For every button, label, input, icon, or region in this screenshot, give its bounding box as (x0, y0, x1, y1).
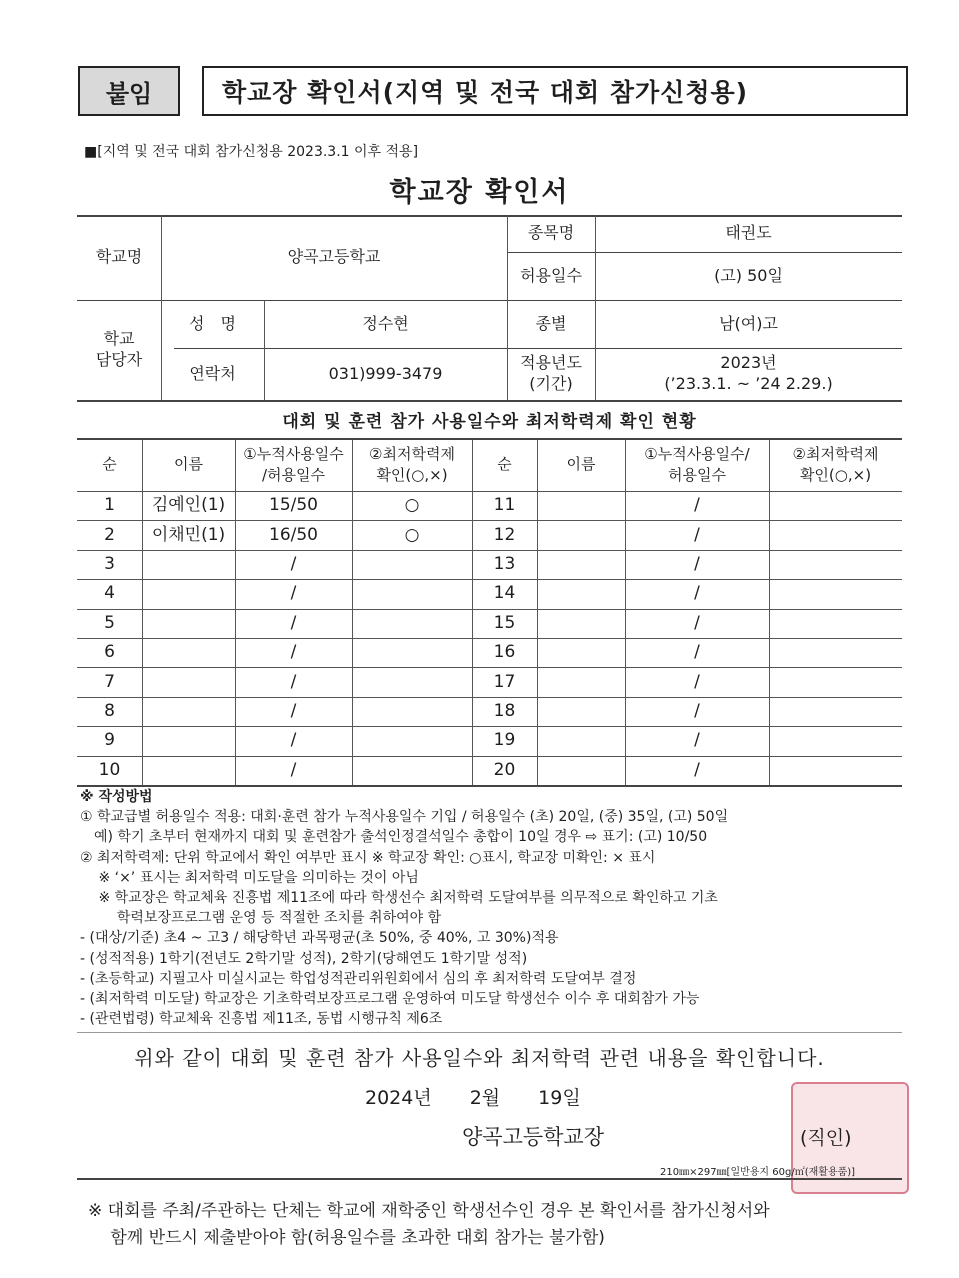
period-range: (’23.3.1. ~ ’24 2.29.) (664, 374, 833, 393)
table-cell-days (235, 726, 352, 755)
cell-text: 14 (493, 583, 516, 604)
cell-text: / (290, 671, 297, 692)
header-days-line1: ①누적사용일수 (243, 445, 344, 464)
cell-text: / (694, 583, 700, 604)
table-cell-days (235, 609, 352, 638)
header-grade-line1: ②최저학력제 (369, 445, 455, 464)
instruction-line: ※ ‘×’ 표시는 최저학력 미도달을 의미하는 것이 아님 (80, 869, 419, 886)
table-cell-no (77, 638, 142, 667)
header-grade (352, 438, 472, 491)
instruction-line: - (최저학력 미도달) 학교장은 기초학력보장프로그램 운영하여 미도달 학생선수 이수 후 대회참가 가능 (80, 991, 700, 1007)
table-cell-days (235, 697, 352, 726)
header-days-right (625, 438, 769, 491)
header-days-line2: /허용일수 (261, 465, 325, 484)
sport-label: 종목명 (527, 223, 575, 243)
header-title: 학교장 확인서(지역 및 전국 대회 참가신청용) (202, 66, 908, 116)
header-no-text: 순 (102, 455, 117, 474)
cell-text: 5 (104, 612, 115, 633)
cell-text: 6 (104, 642, 115, 663)
instruction-line: ※ 작성방법 (80, 789, 153, 805)
allowed-days-label: 허용일수 (520, 265, 582, 285)
table-cell-name2 (537, 697, 625, 726)
table-cell-days2 (625, 756, 769, 785)
roster-table (77, 438, 902, 785)
confirmation-statement: 위와 같이 대회 및 훈련 참가 사용일수와 최저학력 관련 내용을 확인합니다. (134, 1046, 825, 1070)
instruction-line: 학력보장프로그램 운영 등 적절한 조치를 취하여야 함 (80, 910, 442, 927)
staff-name-value: 정수현 (362, 313, 409, 333)
cell-text: 10 (98, 759, 121, 780)
table-cell-no2 (472, 579, 537, 608)
table-cell-check (352, 667, 472, 696)
cell-text: 16 (493, 642, 516, 663)
cell-text: / (694, 759, 700, 780)
period-label (507, 348, 595, 400)
applicability-note: ■[지역 및 전국 대회 참가신청용 2023.3.1 이후 적용] (84, 144, 419, 160)
principal-name: 양곡고등학교장 (462, 1125, 605, 1149)
cell-text: 8 (104, 701, 115, 722)
row-divider (77, 785, 902, 787)
table-cell-days2 (625, 550, 769, 579)
table-cell-days (235, 756, 352, 785)
table-cell-days2 (625, 667, 769, 696)
cell-text: 9 (104, 730, 115, 751)
cell-text: 11 (493, 495, 516, 516)
instruction-line: ② 최저학력제: 단위 학교에서 확인 여부만 표시 ※ 학교장 확인: ○표시, 학교장 미확인: × 표시 (80, 849, 656, 866)
table-cell-days2 (625, 579, 769, 608)
cell-text: / (290, 701, 297, 722)
document-title: 학교장 확인서 (389, 177, 570, 208)
cell-text: 15/50 (269, 495, 318, 516)
table-cell-no (77, 520, 142, 549)
cell-text: 2 (104, 524, 115, 545)
table-cell-name (142, 609, 235, 638)
cell-text: / (290, 554, 297, 575)
table-cell-days (235, 491, 352, 520)
seal-label: (직인) (800, 1127, 852, 1149)
table-cell-name (142, 638, 235, 667)
table-cell-no (77, 756, 142, 785)
table-cell-name (142, 667, 235, 696)
header-name-right-text: 이름 (566, 455, 596, 474)
table-cell-name (142, 491, 235, 520)
allowed-days-value: (고) 50일 (714, 265, 783, 285)
cell-text: 이채민(1) (151, 524, 226, 545)
cell-text: 7 (104, 671, 115, 692)
table-cell-days2 (625, 638, 769, 667)
cell-text: 16/50 (269, 524, 318, 545)
cell-text: 1 (104, 495, 115, 516)
table-cell-check (352, 550, 472, 579)
paper-spec: 210㎜×297㎜[일반용지 60g/㎡(재활용품)] (660, 1167, 856, 1178)
header-days-right-line1: ①누적사용일수/ (644, 445, 750, 464)
table-cell-name (142, 697, 235, 726)
table-cell-days (235, 638, 352, 667)
table-cell-name (142, 756, 235, 785)
instruction-line: ① 학교급별 허용일수 적용: 대회·훈련 참가 누적사용일수 기입 / 허용일수 (초) 20일, (중) 35일, (고) 50일 (80, 809, 729, 826)
table-cell-days2 (625, 491, 769, 520)
cell-text: 13 (493, 554, 516, 575)
cell-text: / (694, 671, 700, 692)
cell-text: 3 (104, 554, 115, 575)
instruction-line: - (관련법령) 학교체육 진흥법 제11조, 동법 시행규칙 제6조 (80, 1011, 443, 1028)
cell-text: / (694, 730, 700, 751)
table-cell-name2 (537, 609, 625, 638)
table-cell-check (352, 697, 472, 726)
header-name (142, 438, 235, 491)
table-cell-check2 (769, 579, 902, 608)
table-cell-check2 (769, 756, 902, 785)
table-cell-days (235, 667, 352, 696)
table-cell-days2 (625, 697, 769, 726)
table-cell-name2 (537, 550, 625, 579)
table-cell-check2 (769, 491, 902, 520)
table-cell-name2 (537, 491, 625, 520)
instruction-line: - (초등학교) 지필고사 미실시교는 학업성적관리위원회에서 심의 후 최저학력 도달여부 결정 (80, 970, 637, 987)
table-cell-name (142, 550, 235, 579)
cell-text: / (694, 612, 700, 633)
table-cell-check2 (769, 667, 902, 696)
table-cell-check (352, 609, 472, 638)
cell-text: / (290, 759, 297, 780)
sport-value: 태권도 (725, 223, 772, 243)
header-days-right-line2: 허용일수 (668, 465, 726, 484)
cell-text: 15 (493, 612, 516, 633)
period-label-line2: (기간) (529, 374, 573, 393)
table-cell-no (77, 579, 142, 608)
section-title: 대회 및 훈련 참가 사용일수와 최저학력제 확인 현황 (282, 412, 697, 432)
instruction-line: 예) 학기 초부터 현재까지 대회 및 훈련참가 출석인정결석일수 총합이 10일 경우 ⇨ 표기: (고) 10/50 (80, 829, 708, 846)
table-cell-check (352, 726, 472, 755)
gender-label: 종별 (535, 313, 567, 333)
period-label-line1: 적용년도 (520, 353, 582, 373)
table-cell-check2 (769, 638, 902, 667)
school-info-table (77, 215, 902, 401)
cell-text: 4 (104, 583, 115, 604)
cell-text: ○ (404, 524, 420, 545)
footer-line: 함께 반드시 제출받아야 함(허용일수를 초과한 대회 참가는 불가함) (88, 1228, 605, 1248)
header-no-right-text: 순 (497, 455, 512, 474)
header-no-right (472, 438, 537, 491)
table-cell-name (142, 520, 235, 549)
footer-line: ※ 대회를 주최/주관하는 단체는 학교에 재학중인 학생선수인 경우 본 확인서를 참가신청서와 (88, 1201, 770, 1221)
table-cell-name (142, 579, 235, 608)
header-grade-line2: 확인(○,×) (376, 465, 448, 484)
cell-text: 20 (493, 759, 516, 780)
table-cell-check2 (769, 609, 902, 638)
table-cell-no2 (472, 667, 537, 696)
table-cell-no2 (472, 756, 537, 785)
cell-text: / (694, 554, 700, 575)
table-cell-check2 (769, 520, 902, 549)
table-cell-check (352, 756, 472, 785)
cell-text: / (290, 730, 297, 751)
table-cell-days (235, 579, 352, 608)
contact-value: 031)999-3479 (328, 363, 443, 383)
header-name-right (537, 438, 625, 491)
header-no (77, 438, 142, 491)
table-cell-no2 (472, 726, 537, 755)
divider (77, 1032, 902, 1033)
table-cell-check (352, 579, 472, 608)
instruction-line: - (성적적용) 1학기(전년도 2학기말 성적), 2학기(당해연도 1학기말 성적) (80, 950, 528, 967)
cell-text: 김예인(1) (151, 495, 226, 516)
table-cell-check2 (769, 726, 902, 755)
school-name-label: 학교명 (95, 247, 143, 267)
cell-text: 12 (493, 524, 516, 545)
instruction-line: ※ 학교장은 학교체육 진흥법 제11조에 따라 학생선수 최저학력 도달여부를 의무적으로 확인하고 기초 (80, 890, 718, 906)
staff-label-line2: 담당자 (95, 350, 143, 369)
cell-text: 19 (493, 730, 516, 751)
table-cell-no2 (472, 609, 537, 638)
header-name-text: 이름 (174, 455, 203, 474)
issue-date: 2024년 2월 19일 (365, 1087, 581, 1109)
staff-name-label: 성 명 (189, 313, 236, 333)
table-cell-no (77, 726, 142, 755)
staff-label (77, 300, 161, 400)
table-cell-name2 (537, 726, 625, 755)
cell-text: 17 (493, 671, 516, 692)
school-name-value: 양곡고등학교 (287, 247, 381, 267)
cell-text: / (694, 524, 700, 545)
cell-text: / (290, 642, 297, 663)
contact-label: 연락처 (189, 363, 236, 383)
header-grade-right-line2: 확인(○,×) (799, 465, 872, 484)
table-cell-check (352, 638, 472, 667)
period-value (595, 348, 902, 400)
table-cell-check (352, 491, 472, 520)
cell-text: / (694, 701, 700, 722)
table-cell-name2 (537, 579, 625, 608)
table-cell-days2 (625, 726, 769, 755)
cell-text: / (290, 583, 297, 604)
gender-value: 남(여)고 (719, 313, 778, 333)
attachment-tag: 붙임 (78, 66, 180, 116)
instruction-line: - (대상/기준) 초4 ~ 고3 / 해당학년 과목평균(초 50%, 중 40%, 고 30%)적용 (80, 930, 559, 947)
cell-text: / (694, 495, 700, 516)
table-cell-no (77, 697, 142, 726)
table-cell-days2 (625, 609, 769, 638)
table-cell-no (77, 667, 142, 696)
table-cell-check2 (769, 550, 902, 579)
table-cell-name2 (537, 756, 625, 785)
table-cell-check2 (769, 697, 902, 726)
table-cell-no (77, 491, 142, 520)
period-year: 2023년 (720, 353, 777, 373)
header-grade-right-line1: ②최저학력제 (792, 445, 879, 464)
table-cell-no2 (472, 697, 537, 726)
table-cell-days2 (625, 520, 769, 549)
cell-text: 18 (493, 701, 516, 722)
table-cell-days (235, 520, 352, 549)
staff-label-line1: 학교 (103, 329, 135, 349)
table-cell-name2 (537, 638, 625, 667)
cell-text: / (290, 612, 297, 633)
table-cell-days (235, 550, 352, 579)
cell-text: ○ (404, 495, 420, 516)
header-days (235, 438, 352, 491)
table-cell-name2 (537, 520, 625, 549)
cell-text: / (694, 642, 700, 663)
table-cell-check (352, 520, 472, 549)
table-cell-no2 (472, 638, 537, 667)
bottom-divider (77, 1178, 902, 1180)
table-cell-no2 (472, 550, 537, 579)
header-grade-right (769, 438, 902, 491)
table-cell-no2 (472, 520, 537, 549)
table-cell-no (77, 550, 142, 579)
table-cell-name (142, 726, 235, 755)
table-cell-name2 (537, 667, 625, 696)
table-cell-no (77, 609, 142, 638)
table-cell-no2 (472, 491, 537, 520)
